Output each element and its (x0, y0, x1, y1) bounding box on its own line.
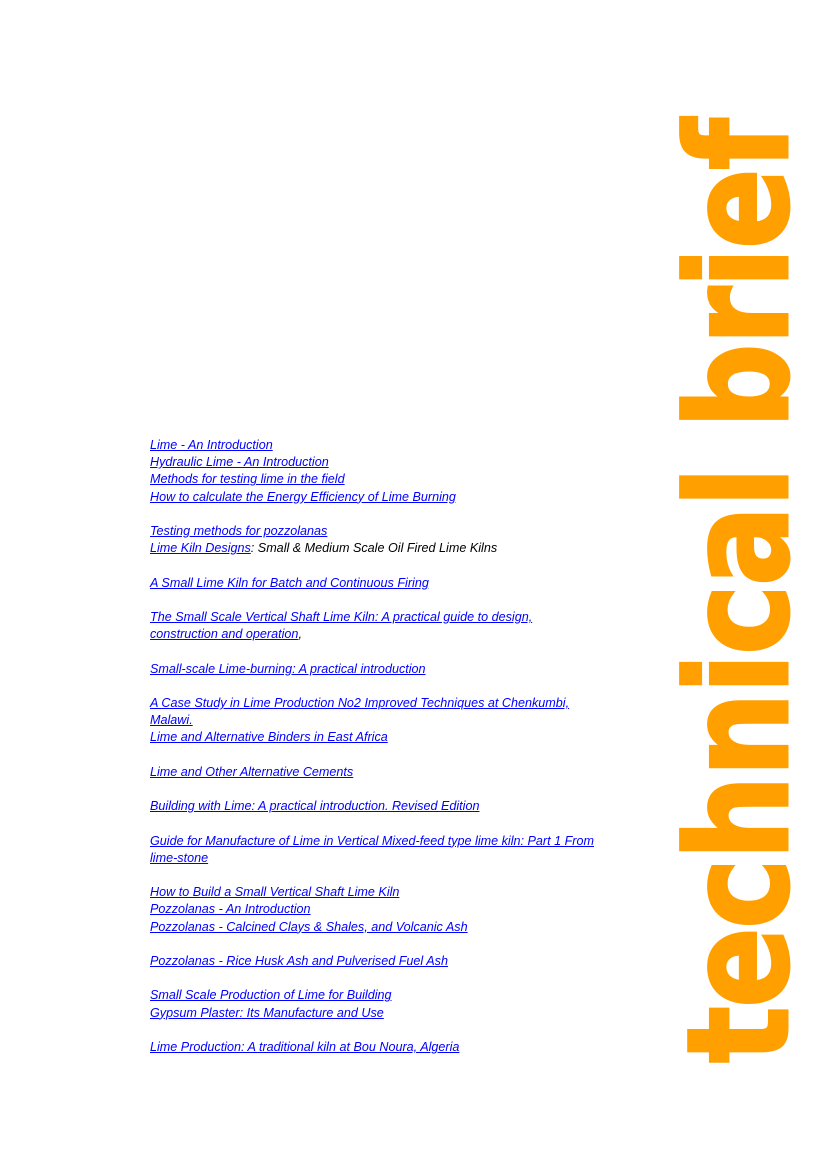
toc-link[interactable]: lime-stone (150, 850, 209, 865)
toc-group (150, 884, 660, 936)
toc-line (150, 609, 660, 626)
toc-line (150, 575, 660, 592)
toc-group (150, 523, 660, 557)
toc-group (150, 437, 660, 506)
toc-line (150, 540, 660, 557)
toc-link[interactable]: Lime Kiln Designs (150, 541, 251, 556)
toc-group (150, 953, 660, 970)
toc-link[interactable]: Guide for Manufacture of Lime in Vertical Mixed-feed type lime kiln: Part 1 From (150, 833, 594, 848)
toc-group (150, 609, 660, 643)
toc-line (150, 661, 660, 678)
toc-link[interactable]: Methods for testing lime in the field (150, 472, 345, 487)
toc-link[interactable]: Lime and Other Alternative Cements (150, 764, 354, 779)
toc-line (150, 712, 660, 729)
toc-link[interactable]: Gypsum Plaster: Its Manufacture and Use (150, 1005, 384, 1020)
toc-group (150, 695, 660, 747)
toc-line (150, 523, 660, 540)
toc-link[interactable]: Building with Lime: A practical introduction. Revised Edition (150, 799, 480, 814)
toc-line (150, 901, 660, 918)
toc-link[interactable]: Pozzolanas - Calcined Clays & Shales, and Volcanic Ash (150, 919, 468, 934)
toc-line (150, 729, 660, 746)
toc-text: : Small & Medium Scale Oil Fired Lime Kilns (250, 541, 498, 556)
toc-link[interactable]: Testing methods for pozzolanas (150, 524, 328, 538)
toc-link[interactable]: A Small Lime Kiln for Batch and Continuous Firing (150, 575, 429, 590)
toc-link[interactable]: Hydraulic Lime - An Introduction (150, 455, 329, 470)
toc-link[interactable]: Pozzolanas - Rice Husk Ash and Pulverised Fuel Ash (150, 953, 448, 968)
toc-line (150, 437, 660, 454)
toc-group (150, 833, 660, 867)
toc-line (150, 1005, 660, 1022)
toc-link[interactable]: construction and operation (150, 627, 299, 642)
toc-line (150, 471, 660, 488)
toc-group (150, 987, 660, 1021)
toc-line (150, 1039, 660, 1056)
toc-line (150, 454, 660, 471)
toc-link[interactable]: Lime Production: A traditional kiln at Bou Noura, Algeria (150, 1039, 460, 1054)
toc (150, 437, 660, 1056)
toc-line (150, 850, 660, 867)
toc-link[interactable]: Pozzolanas - An Introduction (150, 902, 311, 917)
toc-line (150, 626, 660, 643)
toc-line (150, 695, 660, 712)
toc-link[interactable]: The Small Scale Vertical Shaft Lime Kiln: A practical guide to design, (150, 609, 533, 624)
toc-group (150, 1039, 660, 1056)
toc-link[interactable]: A Case Study in Lime Production No2 Improved Techniques at Chenkumbi, (150, 695, 570, 710)
toc-line (150, 953, 660, 970)
toc-link[interactable]: Small Scale Production of Lime for Building (150, 988, 392, 1003)
toc-line (150, 764, 660, 781)
toc-line (150, 919, 660, 936)
toc-group (150, 798, 660, 815)
toc-line (150, 489, 660, 506)
toc-group (150, 661, 660, 678)
toc-line (150, 987, 660, 1004)
toc-text: , (298, 627, 302, 642)
toc-group (150, 575, 660, 592)
toc-link[interactable]: How to Build a Small Vertical Shaft Lime Kiln (150, 885, 400, 900)
toc-link[interactable]: Lime and Alternative Binders in East Africa (150, 730, 388, 745)
toc-link[interactable]: Lime - An Introduction (150, 438, 273, 452)
toc-line (150, 884, 660, 901)
toc-line (150, 833, 660, 850)
toc-link[interactable]: Small-scale Lime-burning: A practical introduction (150, 661, 426, 676)
technical-brief-vertical-banner: technical brief (658, 119, 821, 1064)
toc-link[interactable]: Malawi. (150, 713, 193, 728)
toc-link[interactable]: How to calculate the Energy Efficiency of Lime Burning (150, 489, 456, 504)
toc-line (150, 798, 660, 815)
toc-group (150, 764, 660, 781)
